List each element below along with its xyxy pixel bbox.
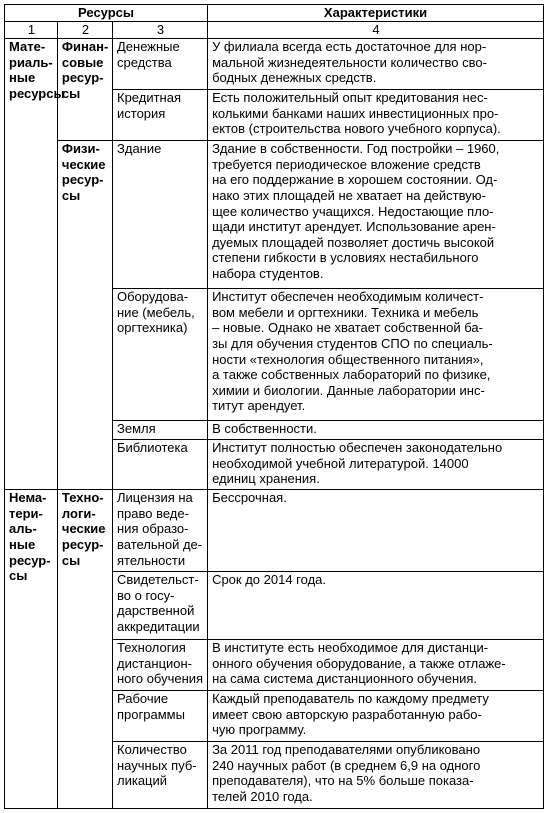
resource-cell: Лицензия на право веде- ния образо- вательной де- ятельности bbox=[113, 490, 208, 572]
table-row bbox=[5, 490, 544, 572]
column-number-row bbox=[5, 21, 544, 39]
header-characteristics: Характеристики bbox=[208, 5, 544, 22]
table-header-row bbox=[5, 5, 544, 22]
characteristic-cell: Институт обеспечен необходимым количест- вом мебели и оргтехники. Техника и мебель – новые. Однако не хватает собственной ба- зы для обучения студентов СПО по специаль- ности «технология общественного питания», а также собственных лабораторий по физике, химии и биологии. Данные лаборатории инс- титут арендует. bbox=[208, 289, 544, 421]
characteristic-cell: Есть положительный опыт кредитования нес- колькими банками наших инвестиционных про- ектов (строительства нового учебного корпуса). bbox=[208, 90, 544, 141]
resource-cell: Здание bbox=[113, 141, 208, 289]
characteristic-cell: В институте есть необходимое для дистанци- онного обучения оборудование, а также отлаже- на сама система дистанционного обучения. bbox=[208, 640, 544, 691]
resource-cell: Кредитная история bbox=[113, 90, 208, 141]
resources-table bbox=[4, 4, 544, 809]
group-material: Матe- риаль- ные ресурсы bbox=[5, 39, 58, 490]
characteristic-cell: Бессрочная. bbox=[208, 490, 544, 572]
resource-cell: Свидетельст- во о госу- дарственной аккредитации bbox=[113, 572, 208, 640]
resource-cell: Технология дистанцион- ного обучения bbox=[113, 640, 208, 691]
table-row bbox=[5, 39, 544, 90]
characteristic-cell: Здание в собственности. Год постройки – 1960, требуется периодическое вложение средств на его поддержание в хорошем состоянии. Од- нако этих площадей не хватает на действую- щее количество учащихся. Недостающие пло- щади институт арендует. Использование арен- дуемых площадей позволяет достичь высокой степени гибкости в условиях нестабильного набора студентов. bbox=[208, 141, 544, 289]
characteristic-cell: Срок до 2014 года. bbox=[208, 572, 544, 640]
characteristic-cell: Институт полностью обеспечен законодательно необходимой учебной литературой. 14000 единиц хранения. bbox=[208, 440, 544, 490]
resource-cell: Рабочие программы bbox=[113, 691, 208, 742]
header-resources: Ресурсы bbox=[5, 5, 208, 22]
subgroup-financial: Финан- совые ресур- сы bbox=[57, 39, 112, 141]
column-number: 2 bbox=[57, 21, 112, 39]
resource-cell: Количество научных пуб- ликаций bbox=[113, 742, 208, 809]
subgroup-physical: Физи- ческие ресур- сы bbox=[57, 141, 112, 490]
column-number: 3 bbox=[113, 21, 208, 39]
resource-cell: Оборудова- ние (мебель, оргтехника) bbox=[113, 289, 208, 421]
resource-cell: Библиотека bbox=[113, 440, 208, 490]
characteristic-cell: Каждый преподаватель по каждому предмету имеет свою авторскую разработанную рабо- чую программу. bbox=[208, 691, 544, 742]
column-number: 1 bbox=[5, 21, 58, 39]
resource-cell: Денежные средства bbox=[113, 39, 208, 90]
group-nonmaterial: Нема- тери- аль- ные ресур- сы bbox=[5, 490, 58, 809]
characteristic-cell: В собственности. bbox=[208, 421, 544, 440]
subgroup-technological: Техно- логи- ческие ресур- сы bbox=[57, 490, 112, 809]
characteristic-cell: За 2011 год преподавателями опубликовано 240 научных работ (в среднем 6,9 на одного преподавателя), что на 5% больше показа- телей 2010 года. bbox=[208, 742, 544, 809]
table-row bbox=[5, 141, 544, 289]
resource-cell: Земля bbox=[113, 421, 208, 440]
column-number: 4 bbox=[208, 21, 544, 39]
characteristic-cell: У филиала всегда есть достаточное для нор- мальной жизнедеятельности количество сво- бодных денежных средств. bbox=[208, 39, 544, 90]
